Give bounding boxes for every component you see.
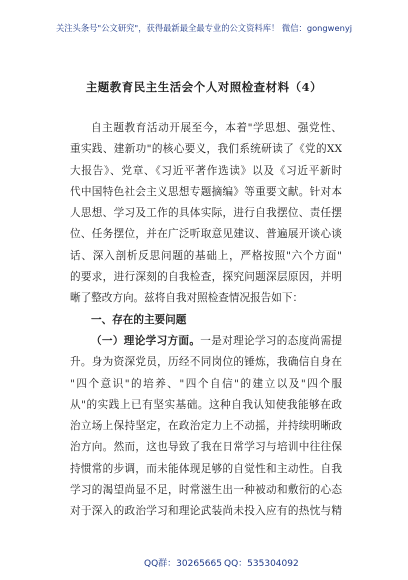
document-body	[70, 118, 342, 523]
document-title: 主题教育民主生活会个人对照检查材料（4）	[85, 80, 323, 94]
body-line: 学习的渴望尚显不足，时常滋生出一种被动和敷衍的心态	[70, 484, 342, 497]
body-line: 重实践、建新功"的核心要义，我们系统研读了《党的XX	[70, 143, 342, 156]
body-line: 晰了整改方向。兹将自我对照检查情况报告如下：	[70, 292, 304, 305]
body-line: "四个意识"的培养、"四个自信"的建立以及"四个服	[70, 377, 342, 390]
footer	[0, 556, 408, 570]
footer-qq-group: QQ群：30265665	[144, 559, 222, 569]
header-banner: 关注头条号"公文研究"，获得最新最全最专业的公文资料库！ 微信：gongwenyj	[55, 23, 353, 33]
body-line: 持惯常的步调，而未能体现足够的自觉性和主动性。自我	[70, 462, 342, 475]
body-line: 自主题教育活动开展至今，本着"学思想、强党性、	[91, 122, 342, 134]
body-line: 代中国特色社会主义思想专题摘编》等重要文献。针对本	[70, 185, 342, 198]
body-line: 的要求，进行深刻的自我检查，探究问题深层原因，并明	[70, 271, 342, 284]
body-line: 从"的实践上已有坚实基础。这种自我认知使我能够在政	[70, 398, 342, 411]
sub-heading: （一）理论学习方面。	[91, 334, 201, 347]
body-line: 治方向。然而，这也导致了我在日常学习与培训中往往保	[70, 441, 342, 454]
body-line: 大报告》、党章、《习近平著作选读》以及《习近平新时	[70, 164, 342, 177]
body-line: 位、任务摆位，并在广泛听取意见建议、普遍展开谈心谈	[70, 228, 342, 241]
body-line-text: 一是对理论学习的态度尚需提	[200, 334, 342, 347]
body-line: 对于深入的政治学习和理论武装尚未投入应有的热忱与精	[70, 505, 342, 518]
section-heading: 一、存在的主要问题	[91, 313, 187, 326]
body-line: 治立场上保持坚定，在政治定力上不动摇，并持续明晰政	[70, 420, 342, 433]
body-line: 话、深入剖析反思问题的基础上，严格按照"六个方面"	[70, 249, 342, 262]
body-line	[70, 331, 342, 352]
body-line: 人思想、学习及工作的具体实际，进行自我摆位、责任摆	[70, 207, 342, 220]
footer-qq: QQ：535304092	[224, 559, 299, 569]
body-line: 升。身为资深党员，历经不同岗位的锤炼，我确信自身在	[70, 356, 342, 369]
